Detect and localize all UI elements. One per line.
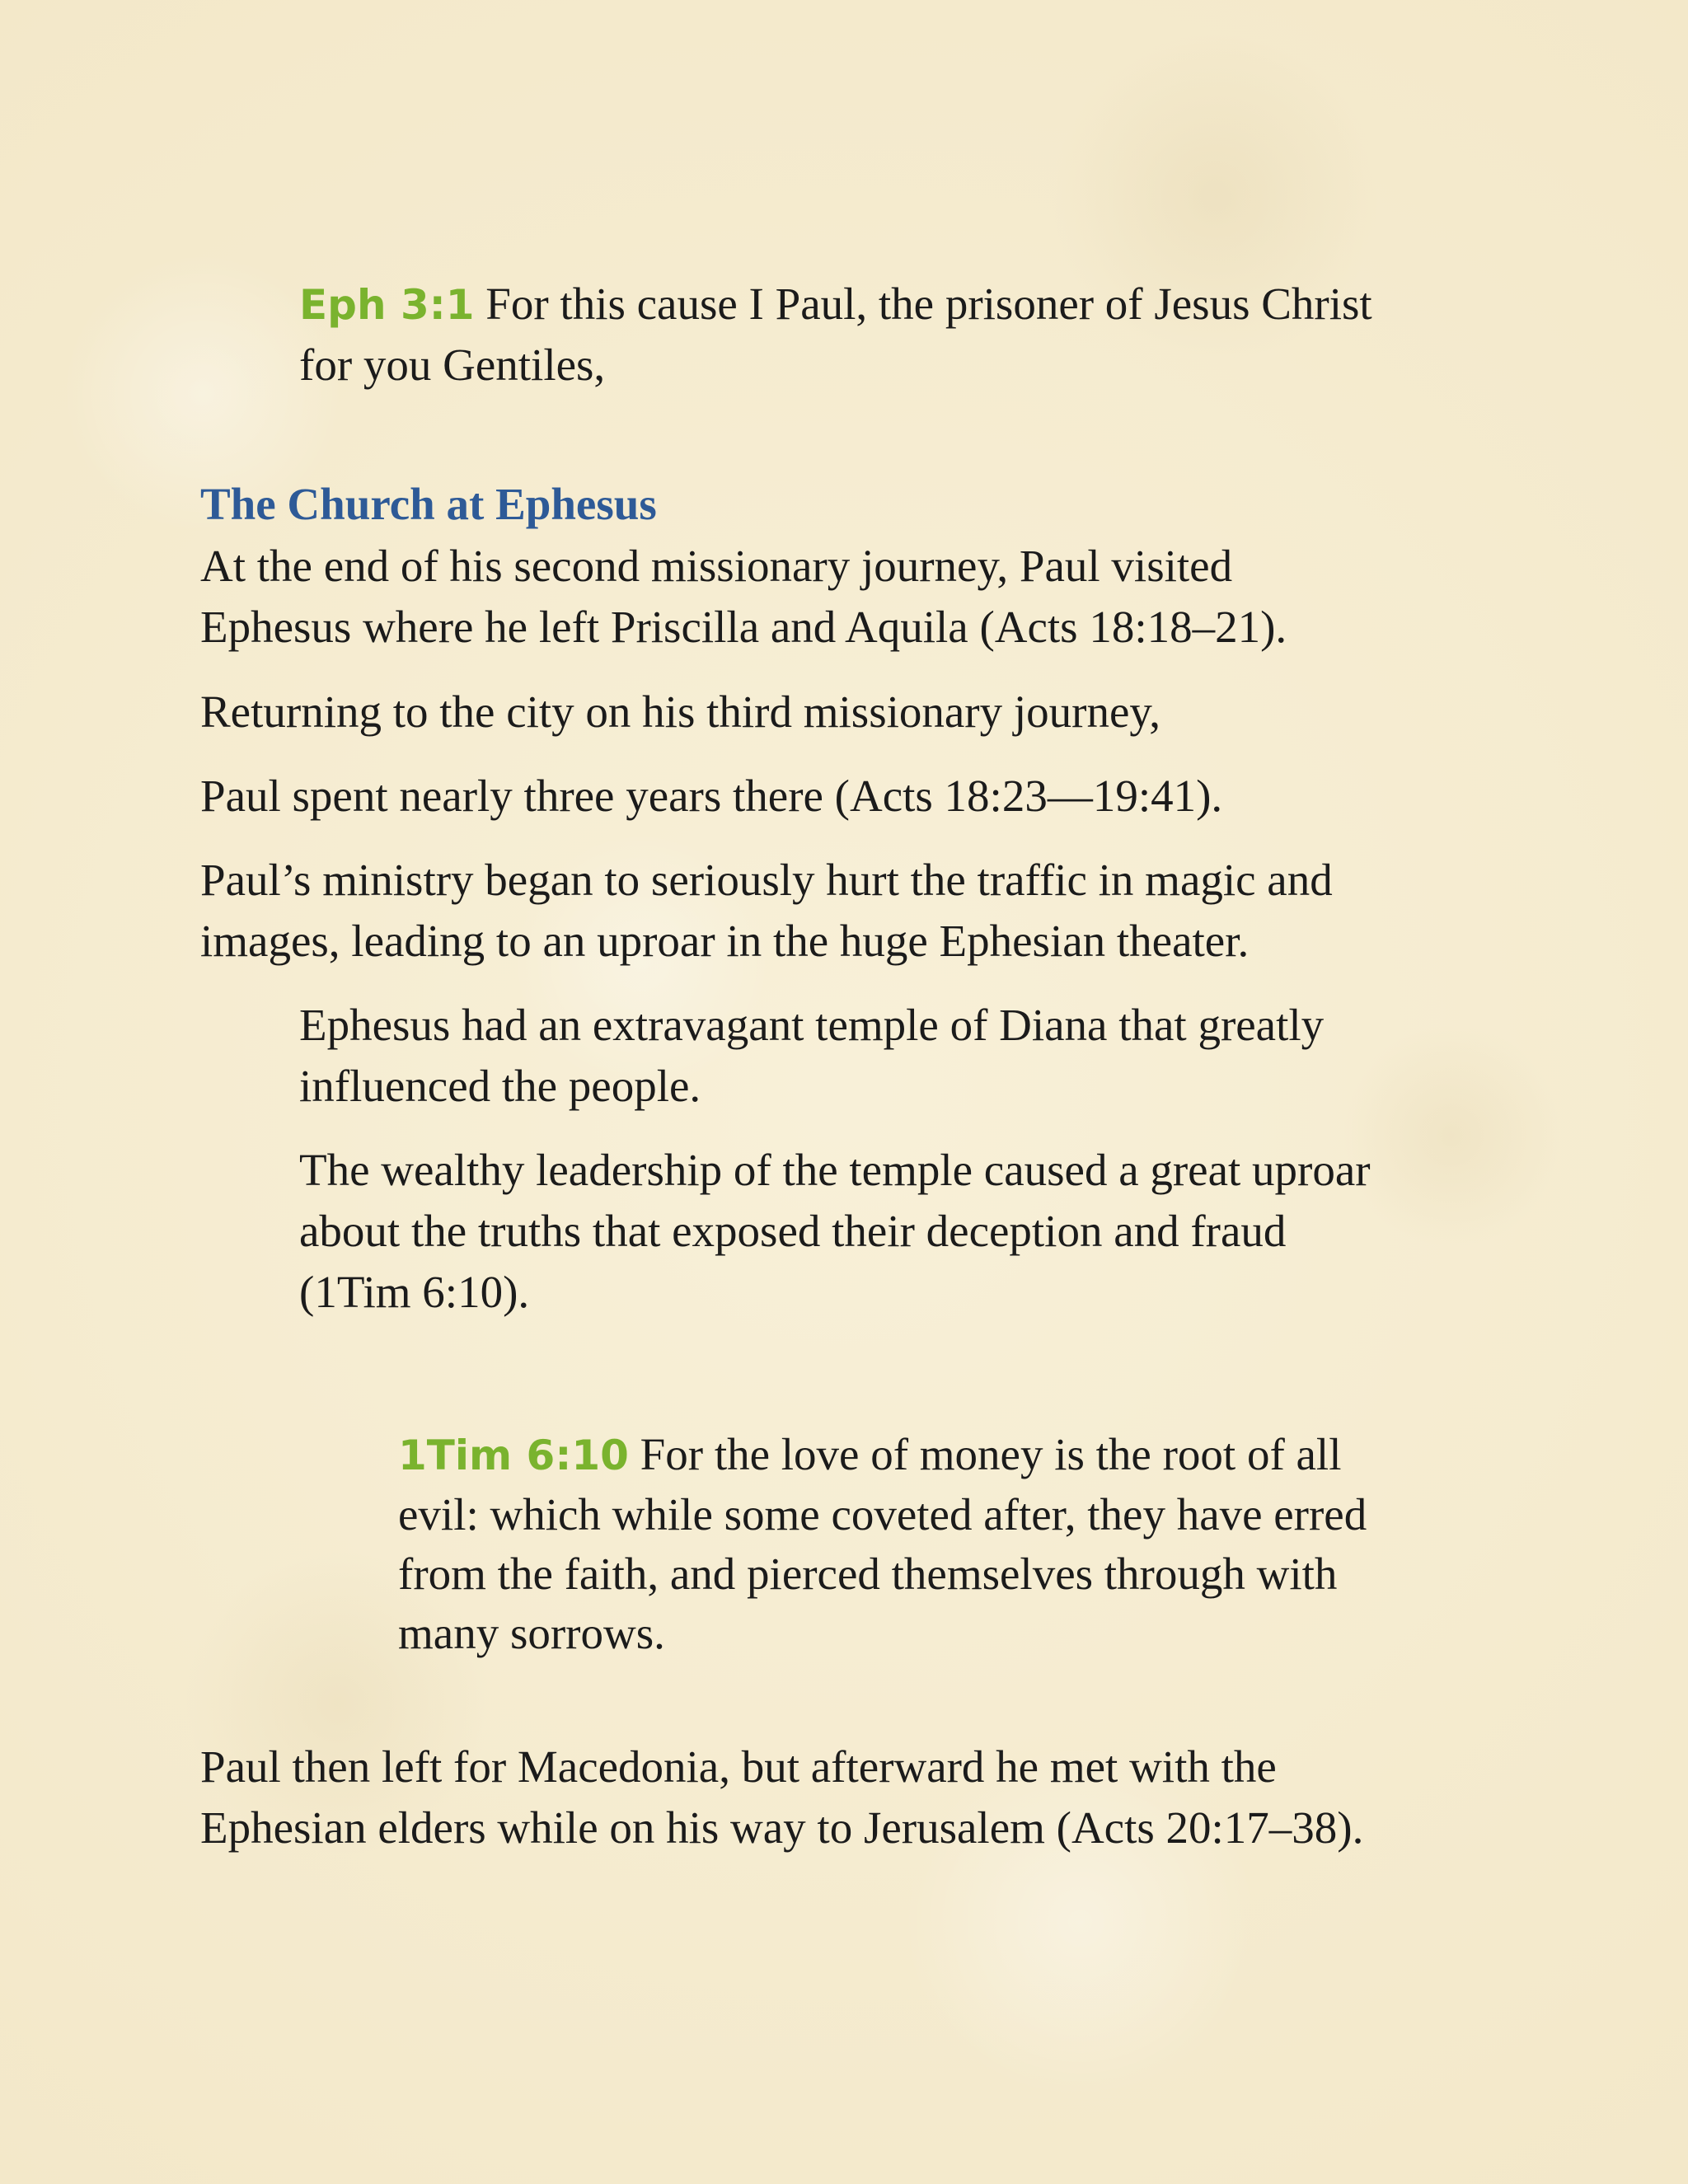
verse-tim-line-3: from the faith, and pierced themselves through with xyxy=(398,1549,1338,1599)
paragraph-3-line-1: Paul spent nearly three years there (Acts 18:23—19:41). xyxy=(200,771,1223,821)
verse-tim-line-2: evil: which while some coveted after, they have erred xyxy=(398,1489,1367,1540)
verse-reference-tim: 1Tim 6:10 xyxy=(398,1432,629,1479)
paragraph-4-line-1: Paul’s ministry began to seriously hurt the traffic in magic and xyxy=(200,855,1333,905)
section-heading: The Church at Ephesus xyxy=(200,479,657,529)
paragraph-5-line-1: Ephesus had an extravagant temple of Diana that greatly xyxy=(299,1000,1325,1050)
paragraph-7-line-2: Ephesian elders while on his way to Jerusalem (Acts 20:17–38). xyxy=(200,1802,1364,1853)
verse-tim-line-1 xyxy=(398,1424,1341,1486)
verse-eph-line-1 xyxy=(299,274,1372,335)
paragraph-6-line-1: The wealthy leadership of the temple caused a great uproar xyxy=(299,1145,1371,1195)
paragraph-1-line-2: Ephesus where he left Priscilla and Aquila (Acts 18:18–21). xyxy=(200,602,1287,652)
verse-reference-eph: Eph 3:1 xyxy=(299,281,475,329)
paragraph-7-line-1: Paul then left for Macedonia, but afterward he met with the xyxy=(200,1741,1277,1792)
paragraph-1-line-1: At the end of his second missionary journey, Paul visited xyxy=(200,541,1233,591)
paragraph-5-line-2: influenced the people. xyxy=(299,1061,701,1111)
verse-tim-line-4: many sorrows. xyxy=(398,1608,665,1658)
paragraph-6-line-2: about the truths that exposed their deception and fraud xyxy=(299,1206,1287,1256)
verse-eph-line-2: for you Gentiles, xyxy=(299,340,606,390)
paragraph-2-line-1: Returning to the city on his third missionary journey, xyxy=(200,687,1161,737)
verse-eph-text-1: For this cause I Paul, the prisoner of Jesus Christ xyxy=(485,279,1372,329)
paragraph-6-line-3: (1Tim 6:10). xyxy=(299,1267,530,1317)
verse-tim-text-1: For the love of money is the root of all xyxy=(640,1429,1342,1479)
paragraph-4-line-2: images, leading to an uproar in the huge Ephesian theater. xyxy=(200,916,1250,966)
